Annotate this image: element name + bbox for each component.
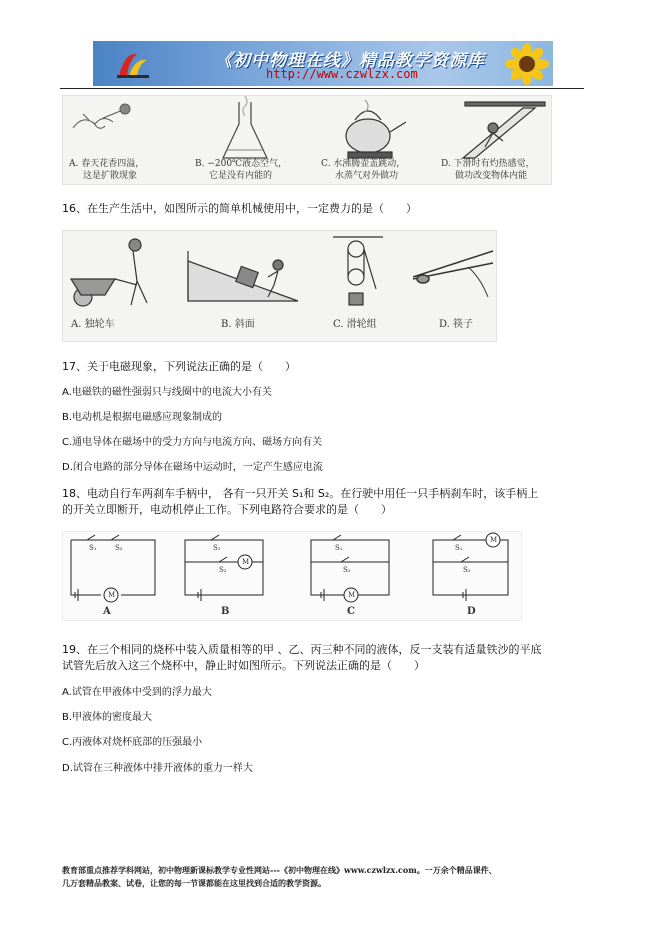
circuit-c-s1-label: S₁: [335, 544, 343, 552]
kettle-illustration: [346, 100, 406, 158]
circuit-d-s2-label: S₂: [463, 566, 471, 574]
site-url[interactable]: http://www.czwlzx.com: [266, 67, 418, 81]
q16-figure: [62, 230, 497, 342]
q17-option-d[interactable]: D.闭合电路的部分导体在磁场中运动时，一定产生感应电流: [62, 462, 323, 473]
q15-caption-b: B. −200℃液态空气， 它是没有内能的: [195, 159, 288, 181]
circuit-d-motor-label: M: [490, 536, 498, 544]
q18-stem-line2: 的开关立即断开，电动机停止工作。下列电路符合要求的是（ ）: [62, 503, 392, 516]
q19-option-c[interactable]: C.丙液体对烧杯底部的压强最小: [62, 737, 203, 748]
sunflower-icon: [505, 43, 549, 85]
circuit-a-motor-label: M: [108, 591, 116, 599]
q18-stem-line1: 18、电动自行车两刹车手柄中， 各有一只开关 S₁和 S₂。在行驶中用任一只手柄刹车时，该手柄上: [62, 487, 539, 500]
q16-caption-a: A. 独轮车: [71, 319, 115, 330]
header-rule: [60, 88, 584, 89]
q15-caption-d: D. 下滑时有灼热感觉， 做功改变物体内能: [441, 159, 535, 181]
q16-illustrations: [63, 231, 498, 343]
circuit-b-motor-label: M: [242, 558, 250, 566]
q19-stem-line2: 试管先后放入这三个烧杯中，静止时如图所示。下列说法正确的是（ ）: [62, 659, 425, 672]
q19-option-b[interactable]: B.甲液体的密度最大: [62, 712, 153, 723]
circuit-a-s2-label: S₂: [115, 544, 123, 552]
circuit-c-label[interactable]: C: [347, 606, 355, 617]
flowers-illustration: [73, 104, 130, 128]
q19-option-a[interactable]: A.试管在甲液体中受到的浮力最大: [62, 687, 212, 698]
q17-option-c[interactable]: C.通电导体在磁场中的受力方向与电流方向、磁场方向有关: [62, 437, 323, 448]
site-title: 《初中物理在线》精品教学资源库: [215, 51, 485, 71]
q15-caption-c: C. 水沸腾壶盖跳动， 水蒸气对外做功: [321, 159, 406, 181]
q17-option-b[interactable]: B.电动机是根据电磁感应现象制成的: [62, 412, 223, 423]
q16-caption-b: B. 斜面: [221, 319, 255, 330]
circuit-c-s2-label: S₂: [343, 566, 351, 574]
circuit-b-label[interactable]: B: [221, 606, 230, 617]
q16-caption-c: C. 滑轮组: [333, 319, 377, 330]
q18-circuits: [63, 532, 523, 622]
circuit-b-s1-label: S₁: [213, 544, 221, 552]
pulley-illustration: [333, 237, 383, 305]
circuit-a-label[interactable]: A: [103, 606, 111, 617]
q18-figure: [62, 531, 522, 621]
slide-illustration: [463, 102, 545, 158]
circuit-d-s1-label: S₁: [455, 544, 463, 552]
circuit-c-motor-label: M: [348, 591, 356, 599]
circuit-b-s2-label: S₂: [219, 566, 227, 574]
footer-line-2: 几万套精品教案、试卷，让您的每一节课都能在这里找到合适的教学资源。: [62, 878, 326, 888]
q16-caption-d: D. 筷子: [439, 319, 474, 330]
q16-stem: 16、在生产生活中，如图所示的简单机械使用中，一定费力的是（ ）: [62, 202, 417, 215]
circuit-a-s1-label: S₁: [89, 544, 97, 552]
q17-option-a[interactable]: A.电磁铁的磁性强弱只与线圈中的电流大小有关: [62, 387, 272, 398]
q15-figure: [62, 95, 552, 185]
q19-stem-line1: 19、在三个相同的烧杯中装入质量相等的甲 、乙、丙三种不同的液体，反一支装有适量铁沙的平底: [62, 643, 542, 656]
page-footer: [62, 864, 602, 890]
incline-illustration: [188, 251, 298, 301]
footer-line-1: 教育部重点推荐学科网站，初中物理新课标教学专业性网站---《初中物理在线》www.czwlzx.com。一万余个精品课件、: [62, 865, 497, 875]
site-logo-icon: [115, 48, 151, 80]
q15-caption-a: A. 春天花香四溢， 这是扩散现象: [69, 159, 145, 181]
q17-stem: 17、关于电磁现象，下列说法正确的是（ ）: [62, 360, 296, 373]
flask-illustration: [223, 96, 267, 158]
circuit-d-label[interactable]: D: [467, 606, 476, 617]
chopsticks-illustration: [413, 251, 493, 297]
q19-option-d[interactable]: D.试管在三种液体中排开液体的重力一样大: [62, 763, 253, 774]
header-banner: [93, 41, 553, 86]
wheelbarrow-illustration: [71, 239, 147, 306]
